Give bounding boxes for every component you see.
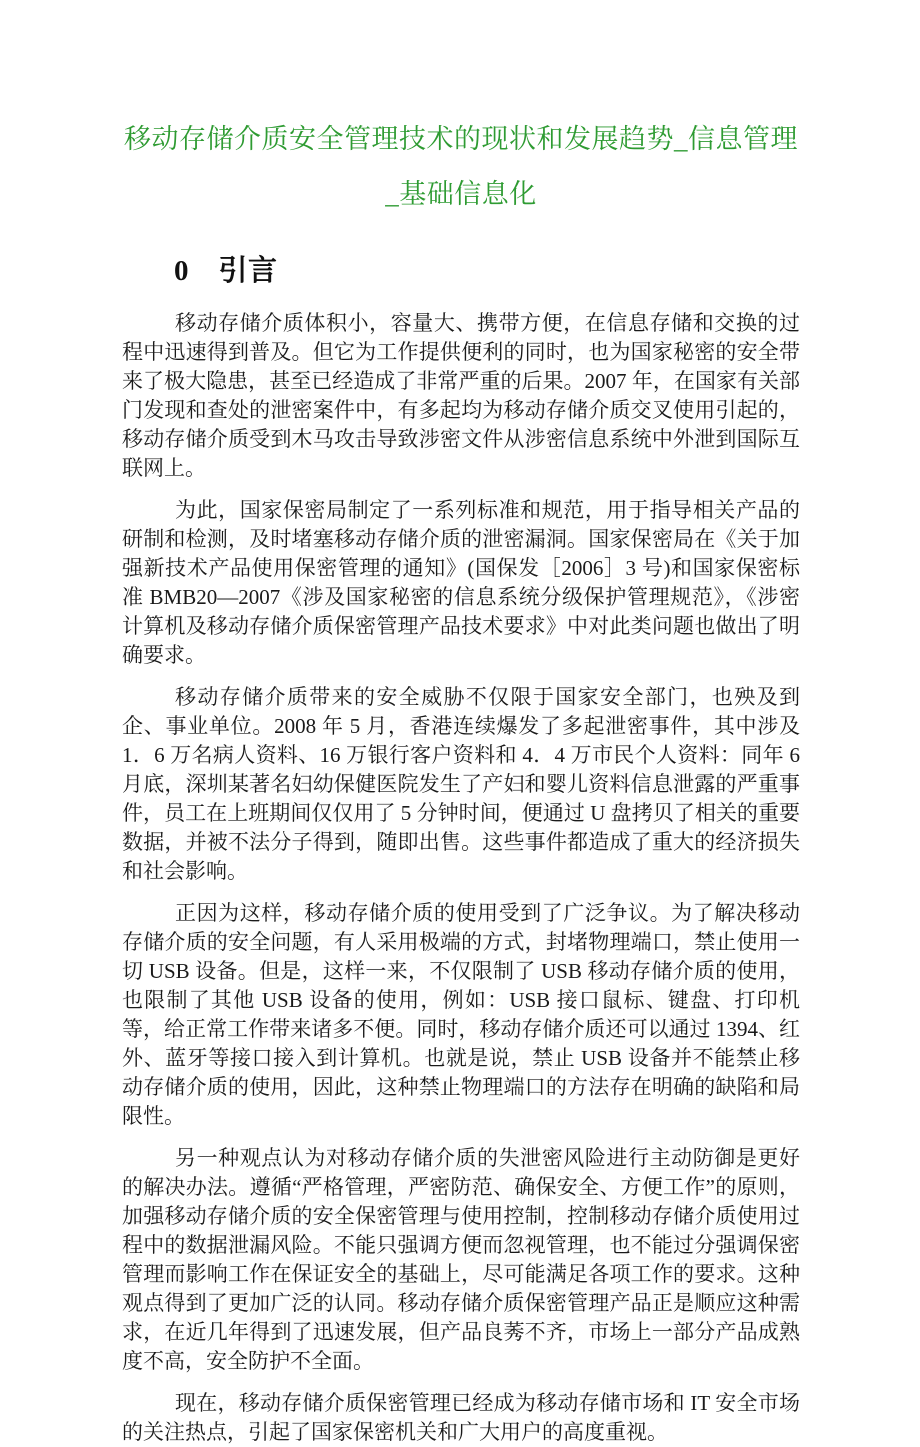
document-title: 移动存储介质安全管理技术的现状和发展趋势_信息管理_基础信息化	[124, 124, 798, 209]
paragraph: 为此，国家保密局制定了一系列标准和规范，用于指导相关产品的研制和检测，及时堵塞移动存储介质的泄密漏洞。国家保密局在《关于加强新技术产品使用保密管理的通知》(国保发［2006］3 号)和国家保密标准 BMB20—2007《涉及国家秘密的信息系统分级保护管理规范》，《涉密计算机及移动存储介质保密管理产品技术要求》中对此类问题也做出了明确要求。	[122, 498, 800, 667]
paragraph: 移动存储介质体积小，容量大、携带方便，在信息存储和交换的过程中迅速得到普及。但它为工作提供便利的同时，也为国家秘密的安全带来了极大隐患，甚至已经造成了非常严重的后果。2007 年，在国家有关部门发现和查处的泄密案件中，有多起均为移动存储介质交叉使用引起的，移动存储介质受到木马攻击导致涉密文件从涉密信息系统中外泄到国际互联网上。	[122, 311, 800, 480]
paragraph: 现在，移动存储介质保密管理已经成为移动存储市场和 IT 安全市场的关注热点，引起了国家保密机关和广大用户的高度重视。	[122, 1391, 800, 1444]
paragraph: 另一种观点认为对移动存储介质的失泄密风险进行主动防御是更好的解决办法。遵循“严格管理，严密防范、确保安全、方便工作”的原则，加强移动存储介质的安全保密管理与使用控制，控制移动存储介质使用过程中的数据泄漏风险。不能只强调方便而忽视管理，也不能过分强调保密管理而影响工作在保证安全的基础上，尽可能满足各项工作的要求。这种观点得到了更加广泛的认同。移动存储介质保密管理产品正是顺应这种需求，在近几年得到了迅速发展，但产品良莠不齐，市场上一部分产品成熟度不高，安全防护不全面。	[122, 1146, 800, 1373]
paragraph: 正因为这样，移动存储介质的使用受到了广泛争议。为了解决移动存储介质的安全问题，有人采用极端的方式，封堵物理端口，禁止使用一切 USB 设备。但是，这样一来，不仅限制了 USB 移动存储介质的使用，也限制了其他 USB 设备的使用，例如：USB 接口鼠标、键盘、打印机等，给正常工作带来诸多不便。同时，移动存储介质还可以通过 1394、红外、蓝牙等接口接入到计算机。也就是说，禁止 USB 设备并不能禁止移动存储介质的使用，因此，这种禁止物理端口的方法存在明确的缺陷和局限性。	[122, 901, 800, 1128]
section-heading: 0 引言	[174, 255, 278, 287]
body-paragraphs	[122, 309, 800, 1447]
paragraph: 移动存储介质带来的安全威胁不仅限于国家安全部门，也殃及到企、事业单位。2008 年 5 月，香港连续爆发了多起泄密事件，其中涉及 1．6 万名病人资料、16 万银行客户资料和 4．4 万市民个人资料：同年 6 月底，深圳某著名妇幼保健医院发生了产妇和婴儿资料信息泄露的严重事件，员工在上班期间仅仅用了 5 分钟时间，便通过 U 盘拷贝了相关的重要数据，并被不法分子得到，随即出售。这些事件都造成了重大的经济损失和社会影响。	[122, 685, 800, 883]
